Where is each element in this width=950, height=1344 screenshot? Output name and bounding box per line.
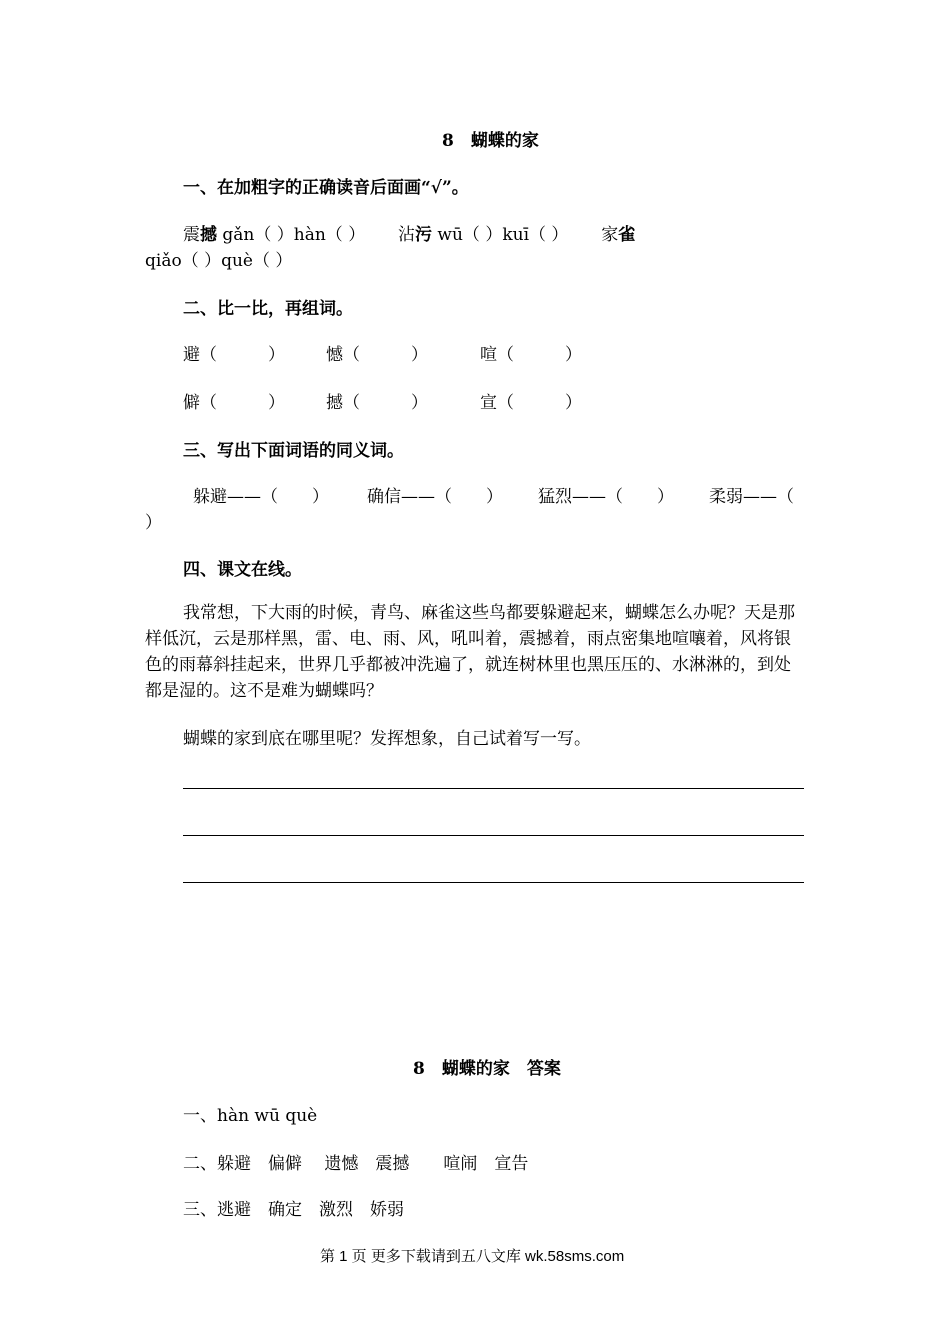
answer-2: 二、躲避 偏僻 遗憾 震撼 喧闹 宣告 <box>183 1154 529 1174</box>
answer-line-1[interactable] <box>183 788 804 789</box>
q3-item-4: 柔弱——（ <box>709 487 794 507</box>
q4-heading: 四、课文在线。 <box>183 560 302 580</box>
q1-item-3: 家雀 <box>601 225 636 245</box>
worksheet-title: 8 蝴蝶的家 <box>442 131 539 151</box>
answer-3: 三、逃避 确定 激烈 娇弱 <box>183 1200 404 1220</box>
q3-item-1: 躲避——（ ） <box>193 487 329 507</box>
q1-line2: qiǎo（ ）què（ ） <box>145 251 293 271</box>
q3-item-2: 确信——（ ） <box>367 487 503 507</box>
answers-title: 8 蝴蝶的家 答案 <box>413 1059 561 1079</box>
answer-1: 一、hàn wū què <box>183 1106 318 1126</box>
q1-heading: 一、在加粗字的正确读音后面画“√”。 <box>183 178 469 198</box>
q3-item-3: 猛烈——（ ） <box>538 487 674 507</box>
q3-wrap: ） <box>145 513 162 533</box>
q2-row2-item3: 宣（ ） <box>480 393 582 413</box>
q2-heading: 二、比一比，再组词。 <box>183 299 353 319</box>
q3-heading: 三、写出下面词语的同义词。 <box>183 441 404 461</box>
answer-line-2[interactable] <box>183 835 804 836</box>
q1-item-1: 震撼 gǎn（ ）hàn（ ） <box>183 225 366 245</box>
answer-line-3[interactable] <box>183 882 804 883</box>
q2-row1-item2: 憾（ ） <box>326 345 428 365</box>
q4-passage: 我常想，下大雨的时候，青鸟、麻雀这些鸟都要躲避起来，蝴蝶怎么办呢？天是那样低沉，云是那样黑，雷、电、雨、风，吼叫着，震撼着，雨点密集地喧嚷着，风将银色的雨幕斜挂起来，世界几乎都被冲洗遍了，就连树林里也黑压压的、水淋淋的，到处都是湿的。这不是难为蝴蝶吗？ <box>145 603 795 701</box>
page-footer: 第 1 页 更多下载请到五八文库 wk.58sms.com <box>320 1248 625 1265</box>
q2-row1-item3: 喧（ ） <box>480 345 582 365</box>
q1-item-2: 沾污 wū（ ）kuī（ ） <box>398 225 569 245</box>
q4-prompt: 蝴蝶的家到底在哪里呢？发挥想象，自己试着写一写。 <box>183 729 591 749</box>
q1-line1 <box>183 220 635 245</box>
q2-row2-item1: 僻（ ） <box>183 393 285 413</box>
q2-row2-item2: 撼（ ） <box>326 393 428 413</box>
q2-row1-item1: 避（ ） <box>183 345 285 365</box>
